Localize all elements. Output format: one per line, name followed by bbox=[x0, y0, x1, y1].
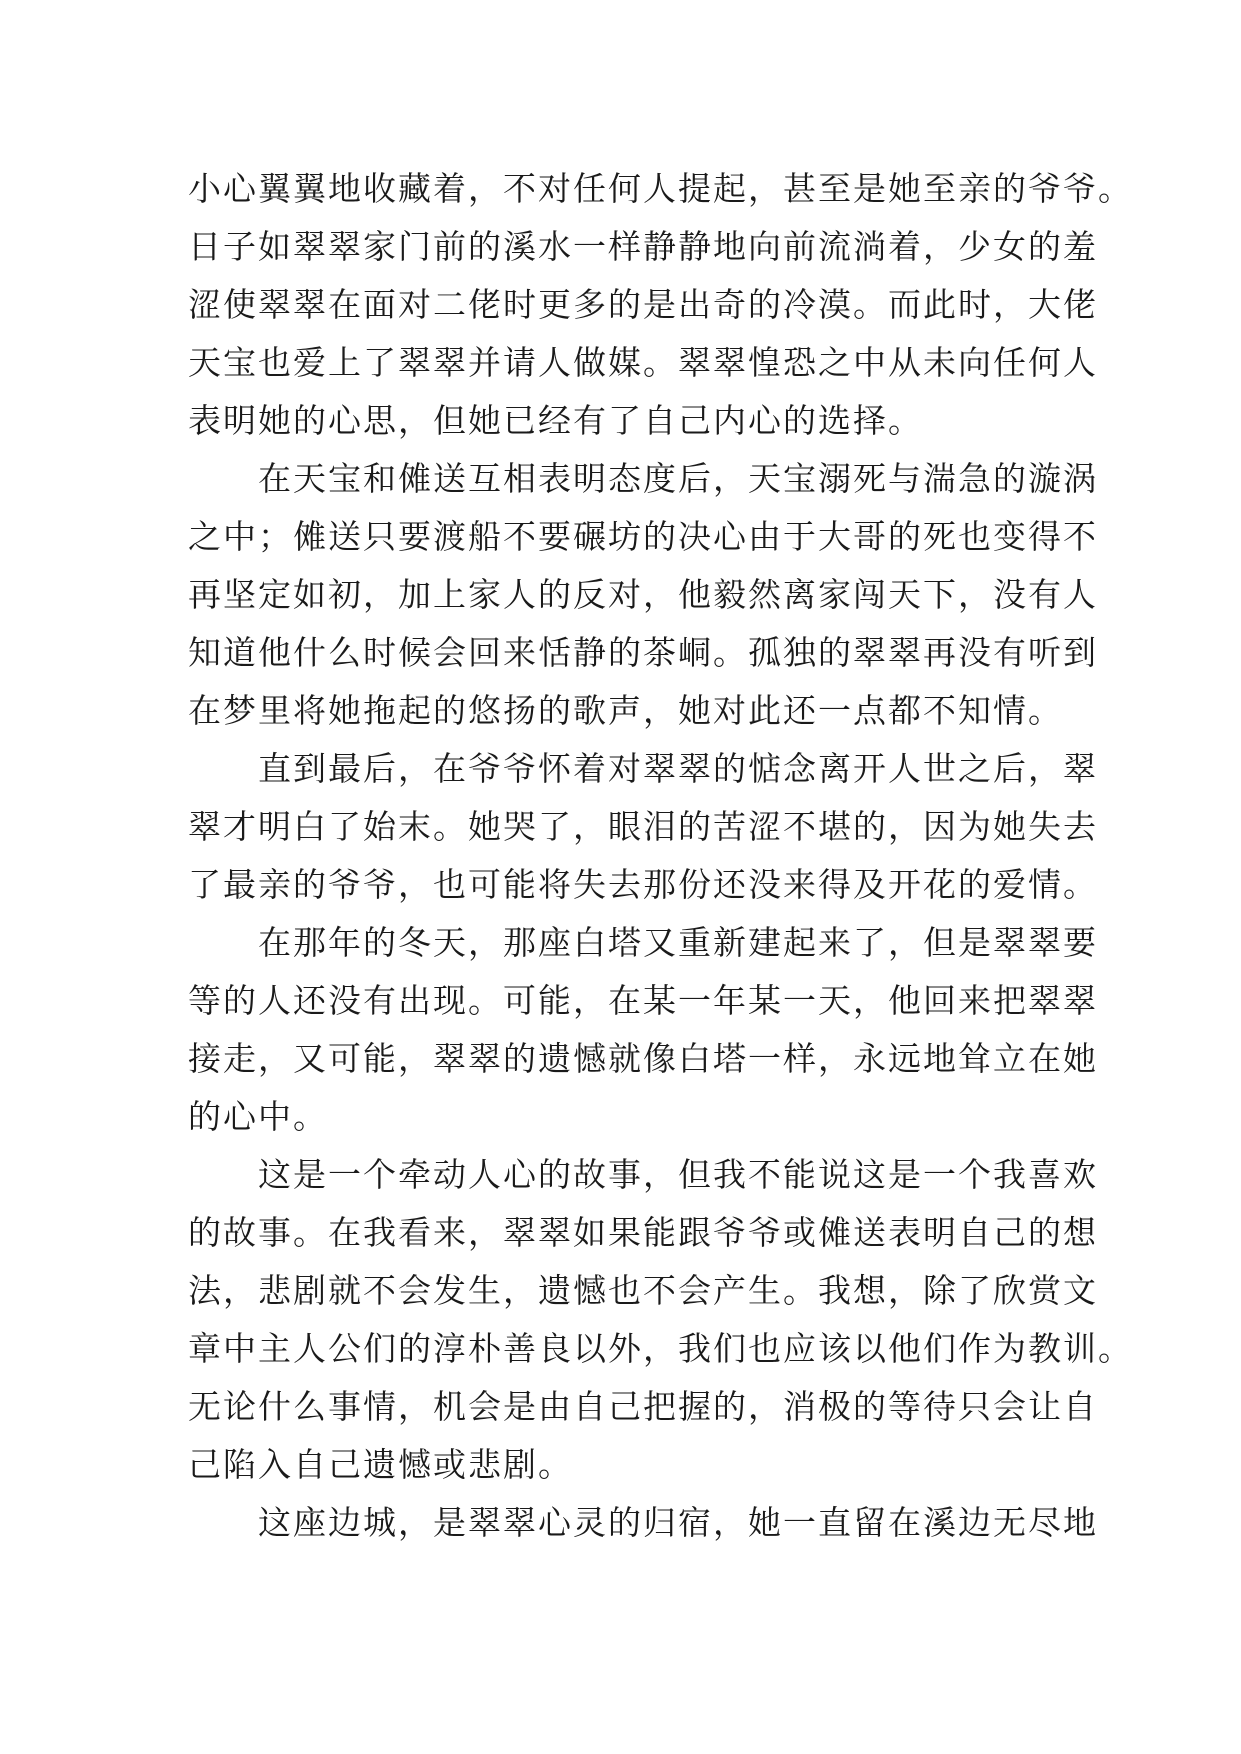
text-line: 的心中。 bbox=[188, 1097, 328, 1136]
text-line: 了最亲的爷爷，也可能将失去那份还没来得及开花的爱情。 bbox=[188, 865, 1098, 904]
text-line: 小心翼翼地收藏着，不对任何人提起，甚至是她至亲的爷爷。 bbox=[188, 169, 1133, 208]
text-line: 法，悲剧就不会发生，遗憾也不会产生。我想，除了欣赏文 bbox=[188, 1271, 1098, 1310]
text-line: 知道他什么时候会回来恬静的茶峒。孤独的翠翠再没有听到 bbox=[188, 633, 1098, 672]
text-line: 之中；傩送只要渡船不要碾坊的决心由于大哥的死也变得不 bbox=[188, 517, 1098, 556]
text-line: 表明她的心思，但她已经有了自己内心的选择。 bbox=[188, 401, 923, 440]
paragraph-first-line: 直到最后，在爷爷怀着对翠翠的惦念离开人世之后，翠 bbox=[258, 749, 1098, 788]
text-line: 的故事。在我看来，翠翠如果能跟爷爷或傩送表明自己的想 bbox=[188, 1213, 1098, 1252]
text-line: 章中主人公们的淳朴善良以外，我们也应该以他们作为教训。 bbox=[188, 1329, 1133, 1368]
paragraph-first-line: 这座边城，是翠翠心灵的归宿，她一直留在溪边无尽地 bbox=[258, 1503, 1098, 1542]
text-line: 等的人还没有出现。可能，在某一年某一天，他回来把翠翠 bbox=[188, 981, 1098, 1020]
text-line: 天宝也爱上了翠翠并请人做媒。翠翠惶恐之中从未向任何人 bbox=[188, 343, 1098, 382]
paragraph-first-line: 这是一个牵动人心的故事，但我不能说这是一个我喜欢 bbox=[258, 1155, 1098, 1194]
paragraph-first-line: 在天宝和傩送互相表明态度后，天宝溺死与湍急的漩涡 bbox=[258, 459, 1098, 498]
text-line: 涩使翠翠在面对二佬时更多的是出奇的冷漠。而此时，大佬 bbox=[188, 285, 1098, 324]
text-line: 再坚定如初，加上家人的反对，他毅然离家闯天下，没有人 bbox=[188, 575, 1098, 614]
body-text bbox=[188, 160, 1133, 1552]
text-line: 无论什么事情，机会是由自己把握的，消极的等待只会让自 bbox=[188, 1387, 1098, 1426]
text-line: 日子如翠翠家门前的溪水一样静静地向前流淌着，少女的羞 bbox=[188, 227, 1098, 266]
text-line: 接走，又可能，翠翠的遗憾就像白塔一样，永远地耸立在她 bbox=[188, 1039, 1098, 1078]
text-line: 在梦里将她拖起的悠扬的歌声，她对此还一点都不知情。 bbox=[188, 691, 1063, 730]
paragraph-first-line: 在那年的冬天，那座白塔又重新建起来了，但是翠翠要 bbox=[258, 923, 1098, 962]
text-line: 翠才明白了始末。她哭了，眼泪的苦涩不堪的，因为她失去 bbox=[188, 807, 1098, 846]
text-line: 己陷入自己遗憾或悲剧。 bbox=[188, 1445, 573, 1484]
